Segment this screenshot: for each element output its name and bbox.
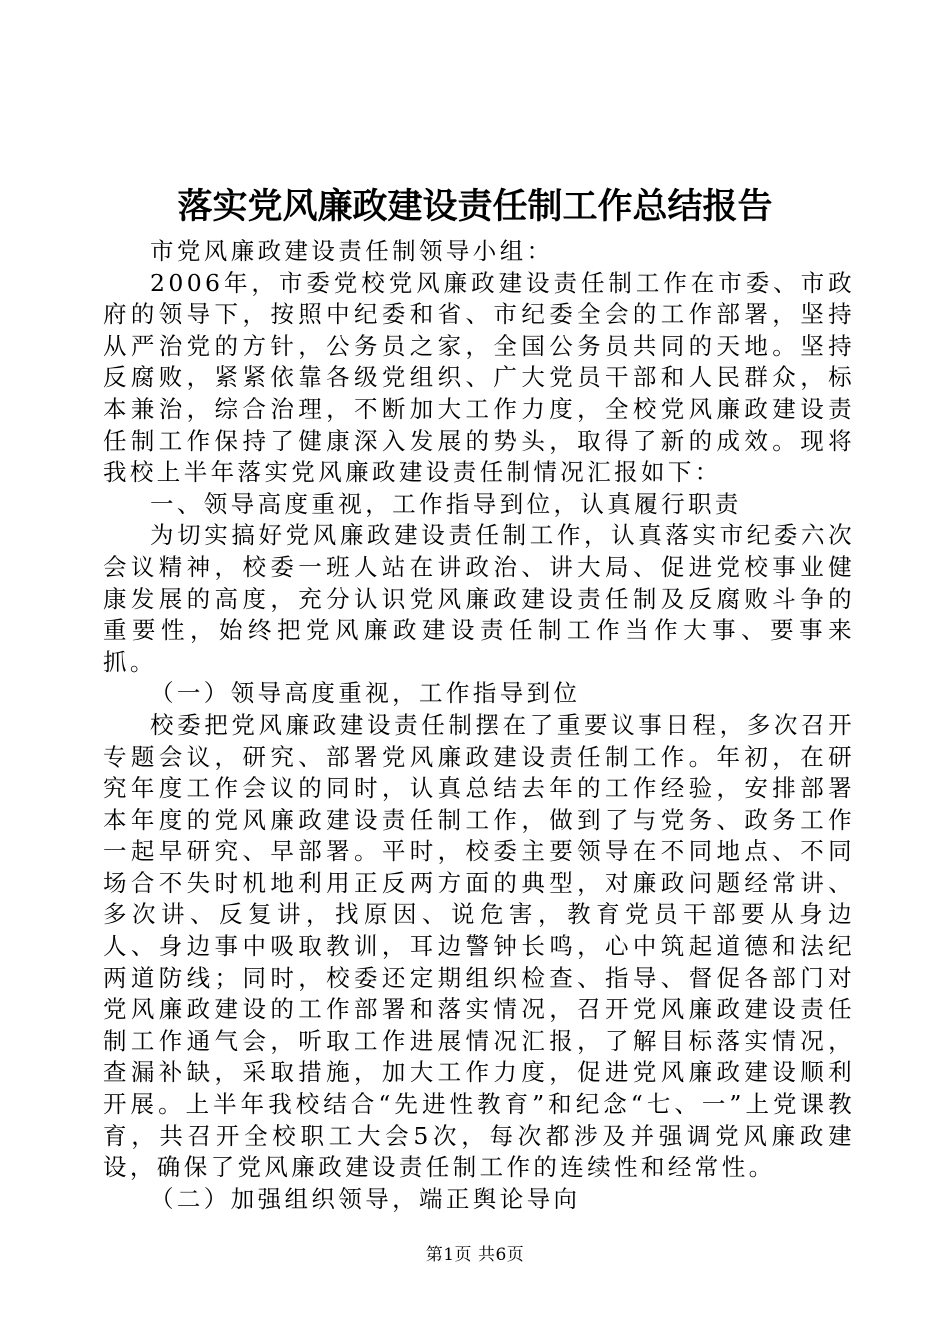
- document-title: 落实党风廉政建设责任制工作总结报告: [177, 186, 773, 227]
- document-body: [103, 236, 855, 1215]
- page-footer: 第1页 共6页: [425, 1245, 525, 1265]
- body-paragraph: 为切实搞好党风廉政建设责任制工作，认真落实市纪委六次会议精神，校委一班人站在讲政治、讲大局、促进党校事业健康发展的高度，充分认识党风廉政建设责任制及反腐败斗争的重要性，始终把党风廉政建设责任制工作当作大事、要事来抓。: [103, 521, 855, 676]
- intro-paragraph: 2006年，市委党校党风廉政建设责任制工作在市委、市政府的领导下，按照中纪委和省、市纪委全会的工作部署，坚持从严治党的方针，公务员之家，全国公务员共同的天地。坚持反腐败，紧紧依靠各级党组织、广大党员干部和人民群众，标本兼治，综合治理，不断加大工作力度，全校党风廉政建设责任制工作保持了健康深入发展的势头，取得了新的成效。现将我校上半年落实党风廉政建设责任制情况汇报如下：: [103, 268, 855, 487]
- body-paragraph: 校委把党风廉政建设责任制摆在了重要议事日程，多次召开专题会议，研究、部署党风廉政建设责任制工作。年初，在研究年度工作会议的同时，认真总结去年的工作经验，安排部署本年度的党风廉政建设责任制工作，做到了与党务、政务工作一起早研究、早部署。平时，校委主要领导在不同地点、不同场合不失时机地利用正反两方面的典型，对廉政问题经常讲、多次讲、反复讲，找原因、说危害，教育党员干部要从身边人、身边事中吸取教训，耳边警钟长鸣，心中筑起道德和法纪两道防线；同时，校委还定期组织检查、指导、督促各部门对党风廉政建设的工作部署和落实情况，召开党风廉政建设责任制工作通气会，听取工作进展情况汇报，了解目标落实情况，查漏补缺，采取措施，加大工作力度，促进党风廉政建设顺利开展。上半年我校结合“先进性教育”和纪念“七、一”上党课教育，共召开全校职工大会5次，每次都涉及并强调党风廉政建设，确保了党风廉政建设责任制工作的连续性和经常性。: [103, 710, 855, 1182]
- section-heading-1: 一、领导高度重视，工作指导到位，认真履行职责: [150, 489, 742, 518]
- salutation: 市党风廉政建设责任制领导小组：: [150, 237, 554, 265]
- subsection-heading-2: （二）加强组织领导，端正舆论导向: [150, 1184, 581, 1213]
- subsection-heading-1: （一）领导高度重视，工作指导到位: [150, 679, 581, 708]
